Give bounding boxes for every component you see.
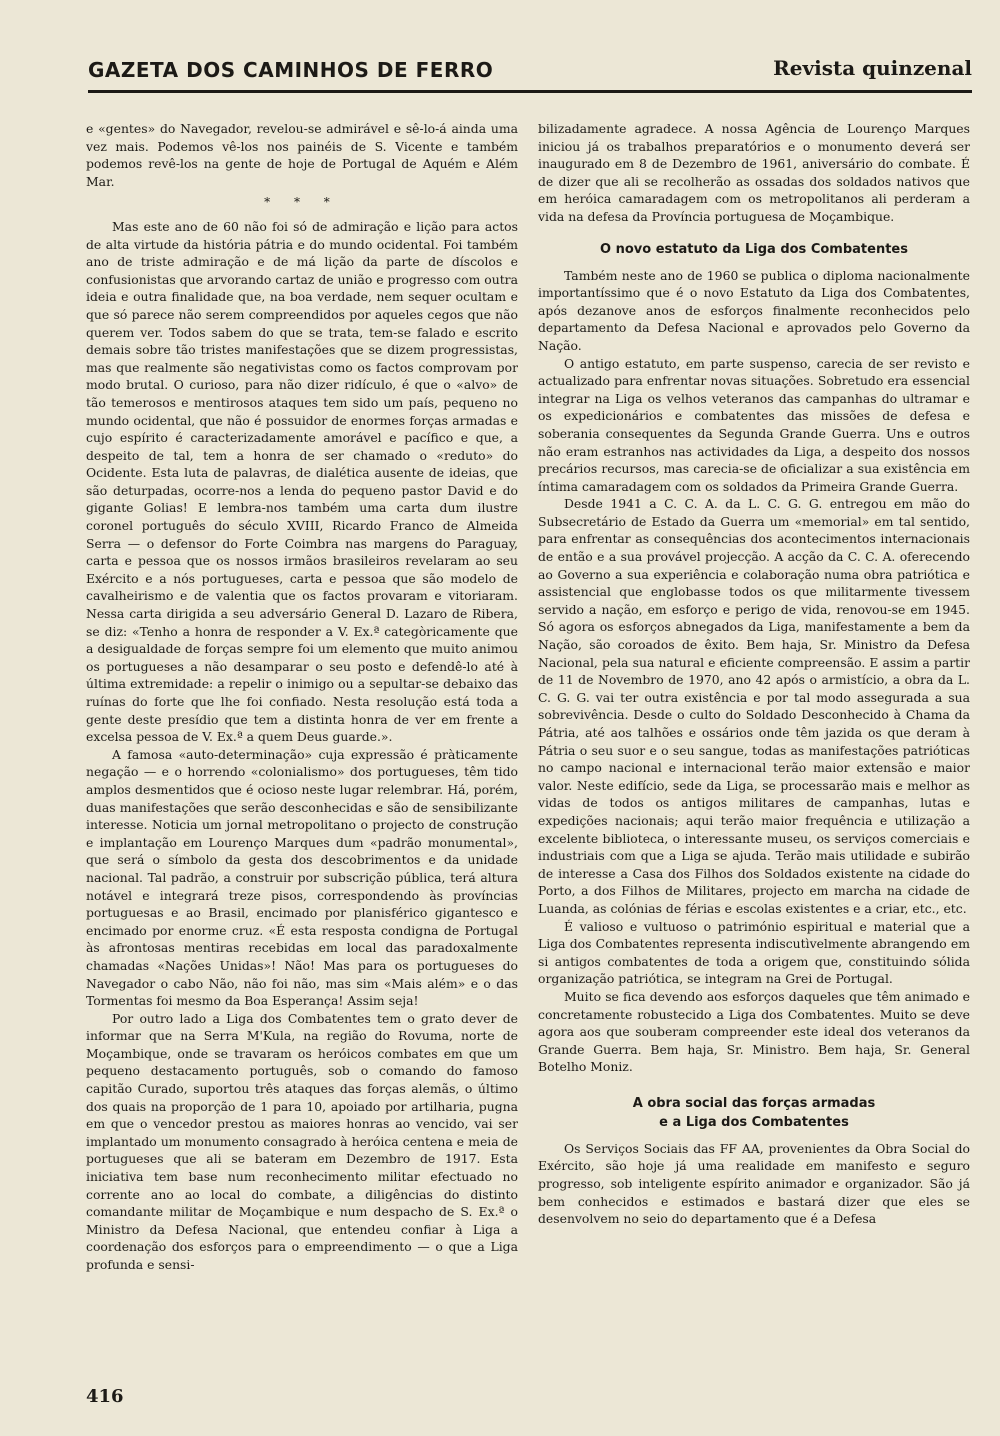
left-column <box>86 120 518 1372</box>
paragraph: Desde 1941 a C. C. A. da L. C. G. G. entregou em mão do Subsecretário de Estado da Guerra um «memorial» em tal sentido, para enfrentar as consequências dos acontecimentos internacionais de então e a sua provável projecção. A acção da C. C. A. oferecendo ao Governo a sua experiência e colaboração numa obra patriótica e assistencial que englobasse todos os que militarmente tivessem servido a nação, em esforço e perigo de vida, renovou-se em 1945. Só agora os esforços abnegados da Liga, manifestamente a bem da Nação, são coroados de êxito. Bem haja, Sr. Ministro da Defesa Nacional, pela sua natural e eficiente compreensão. E assim a partir de 11 de Novembro de 1970, ano 42 após o armistício, a obra da L. C. G. G. vai ter outra existência e por tal modo assegurada a sua sobrevivência. Desde o culto do Soldado Desconhecido à Chama da Pátria, até aos talhões e ossários onde têm jazida os que deram à Pátria o seu suor e o seu sangue, todas as manifestações patrióticas no campo nacional e internacional terão maior extensão e maior valor. Neste edifício, sede da Liga, se processarão mais e melhor as vidas de todos os antigos militares de campanhas, lutas e expedições nacionais; aqui terão maior frequência e utilização a excelente biblioteca, o interessante museu, os serviços comerciais e industriais com que a Liga se ajuda. Terão mais utilidade e subirão de interesse a Casa dos Filhos dos Soldados existente na cidade do Porto, a dos Filhos de Militares, projecto em marcha na cidade de Luanda, as colónias de férias e escolas existentes e a criar, etc., etc. <box>538 496 970 916</box>
section-separator: * * * <box>264 195 340 210</box>
publication-title: GAZETA DOS CAMINHOS DE FERRO <box>88 58 494 82</box>
paragraph: Muito se fica devendo aos esforços daqueles que têm animado e concretamente robustecido a Liga dos Combatentes. Muito se deve agora aos que souberam compreender este ideal dos veteranos da Grande Guerra. Bem haja, Sr. Ministro. Bem haja, Sr. General Botelho Moniz. <box>538 988 970 1075</box>
paragraph: e «gentes» do Navegador, revelou-se admirável e sê-lo-á ainda uma vez mais. Podemos vê-los nos painéis de S. Vicente e também podemos revê-los na gente de hoje de Portugal de Aquém e Além Mar. <box>86 121 518 189</box>
section-heading: O novo estatuto da Liga dos Combatentes <box>600 241 908 257</box>
publication-subtitle: Revista quinzenal <box>773 56 972 80</box>
page-number: 416 <box>86 1386 124 1407</box>
right-column <box>538 120 970 1372</box>
paragraph: É valioso e vultuoso o património espiritual e material que a Liga dos Combatentes representa indiscutìvelmente abrangendo em si antigos combatentes de toda a origem que, constituindo sólida organização patriótica, se integram na Grei de Portugal. <box>538 918 970 987</box>
paragraph: Também neste ano de 1960 se publica o diploma nacionalmente importantíssimo que é o novo Estatuto da Liga dos Combatentes, após dezanove anos de esforços finalmente reconhecidos pelo departamento da Defesa Nacional e aprovados pelo Governo da Nação. <box>538 267 970 353</box>
paragraph: bilizadamente agradece. A nossa Agência de Lourenço Marques iniciou já os trabalhos preparatórios e o monumento deverá ser inaugurado em 8 de Dezembro de 1961, aniversário do combate. É de dizer que ali se recolherão as ossadas dos soldados nativos que em heróica camaradagem com os metropolitanos ali perderam a vida na defesa da Província portuguesa de Moçambique. <box>538 121 970 224</box>
paragraph: Os Serviços Sociais das FF AA, provenientes da Obra Social do Exército, são hoje já uma realidade em manifesto e seguro progresso, sob inteligente espírito animador e organizador. São já bem conhecidos e estimados e bastará dizer que eles se desenvolvem no seio do departamento que é a Defesa <box>538 1140 970 1227</box>
section-heading-line: A obra social das forças armadas <box>632 1095 876 1111</box>
section-heading-line: e a Liga dos Combatentes <box>659 1114 849 1130</box>
paragraph: A famosa «auto-determinação» cuja expressão é pràticamente negação — e o horrendo «colonialismo» dos portugueses, têm tido amplos desmentidos que é ocioso neste lugar relembrar. Há, porém, duas manifestações que serão desconhecidas e são de sensibilizante interesse. Noticia um jornal metropolitano o projecto de construção e implantação em Lourenço Marques dum «padrão monumental», que será o símbolo da gesta dos descobrimentos e da unidade nacional. Tal padrão, a construir por subscrição pública, terá altura notável e integrará treze pisos, correspondendo às províncias portuguesas e ao Brasil, encimado por planisférico gigantesco e encimado por enorme cruz. «É esta resposta condigna de Portugal às afrontosas mentiras recebidas em local das paradoxalmente chamadas «Nações Unidas»! Não! Mas para os portugueses do Navegador o cabo Não, não foi não, mas sim «Mais além» e o das Tormentas foi mesmo da Boa Esperança! Assim seja! <box>86 746 518 1009</box>
paragraph: Mas este ano de 60 não foi só de admiração e lição para actos de alta virtude da história pátria e do mundo ocidental. Foi também ano de triste admiração e de má lição da parte de díscolos e confusionistas que arvorando cartaz de união e progresso com outra ideia e outra finalidade que, na boa verdade, nem sequer ocultam e que só parece não serem compreendidos por aqueles cegos que não querem ver. Todos sabem do que se trata, tem-se falado e escrito demais sobre tão tristes manifestações que se dizem progressistas, mas que realmente são negativistas como os factos comprovam por modo brutal. O curioso, para não dizer ridículo, é que o «alvo» de tão temerosos e mentirosos ataques tem sido um país, pequeno no mundo ocidental, que não é possuidor de enormes forças armadas e cujo espírito é caracterizadamente amorável e pacífico e que, a despeito de tal, tem a honra de ser chamado o «reduto» do Ocidente. Esta luta de palavras, de dialética ausente de ideias, que são deturpadas, ocorre-nos a lenda do pequeno pastor David e do gigante Golias! E lembra-nos também uma carta dum ilustre coronel português do século XVIII, Ricardo Franco de Almeida Serra — o defensor do Forte Coimbra nas margens do Paraguay, carta e pessoa que os nossos irmãos brasileiros revelaram ao seu Exército e a nós portugueses, carta e pessoa que são modelo de cavalheirismo e de valentia que os factos provaram e vitoriaram. Nessa carta dirigida a seu adversário General D. Lazaro de Ribera, se diz: «Tenho a honra de responder a V. Ex.ª categòricamente que a desigualdade de forças sempre foi um elemento que muito animou os portugueses a não desamparar o seu posto e defendê-lo até à última extremidade: a repelir o inimigo ou a sepultar-se debaixo das ruínas do forte que lhe foi confiado. Nesta resolução está toda a gente deste presídio que tem a distinta honra de ver em frente a excelsa pessoa de V. Ex.ª a quem Deus guarde.». <box>86 218 518 745</box>
paragraph: O antigo estatuto, em parte suspenso, carecia de ser revisto e actualizado para enfrentar novas situações. Sobretudo era essencial integrar na Liga os velhos veteranos das campanhas do ultramar e os expedicionários e combatentes das missões de defesa e soberania consequentes da Segunda Grande Guerra. Uns e outros não eram estranhos nas actividades da Liga, a despeito dos nossos precários recursos, mas carecia-se de oficializar a sua existência em íntima camaradagem com os soldados da Primeira Grande Guerra. <box>538 355 970 494</box>
page-header <box>88 50 972 93</box>
section-heading <box>538 1094 970 1132</box>
paragraph: Por outro lado a Liga dos Combatentes tem o grato dever de informar que na Serra M'Kula, na região do Rovuma, norte de Moçambique, onde se travaram os heróicos combates em que um pequeno destacamento português, sob o comando do famoso capitão Curado, suportou três ataques das forças alemãs, o último dos quais na proporção de 1 para 10, apoiado por artilharia, pugna em que o vencedor prestou as maiores honras ao vencido, vai ser implantado um monumento consagrado à heróica centena e meia de portugueses que ali se bateram em Dezembro de 1917. Esta iniciativa tem base num reconhecimento militar efectuado no corrente ano ao local do combate, a diligências do distinto comandante militar de Moçambique e num despacho de S. Ex.ª o Ministro da Defesa Nacional, que entendeu confiar à Liga a coordenação dos esforços para o empreendimento — o que a Liga profunda e sensi- <box>86 1010 518 1272</box>
